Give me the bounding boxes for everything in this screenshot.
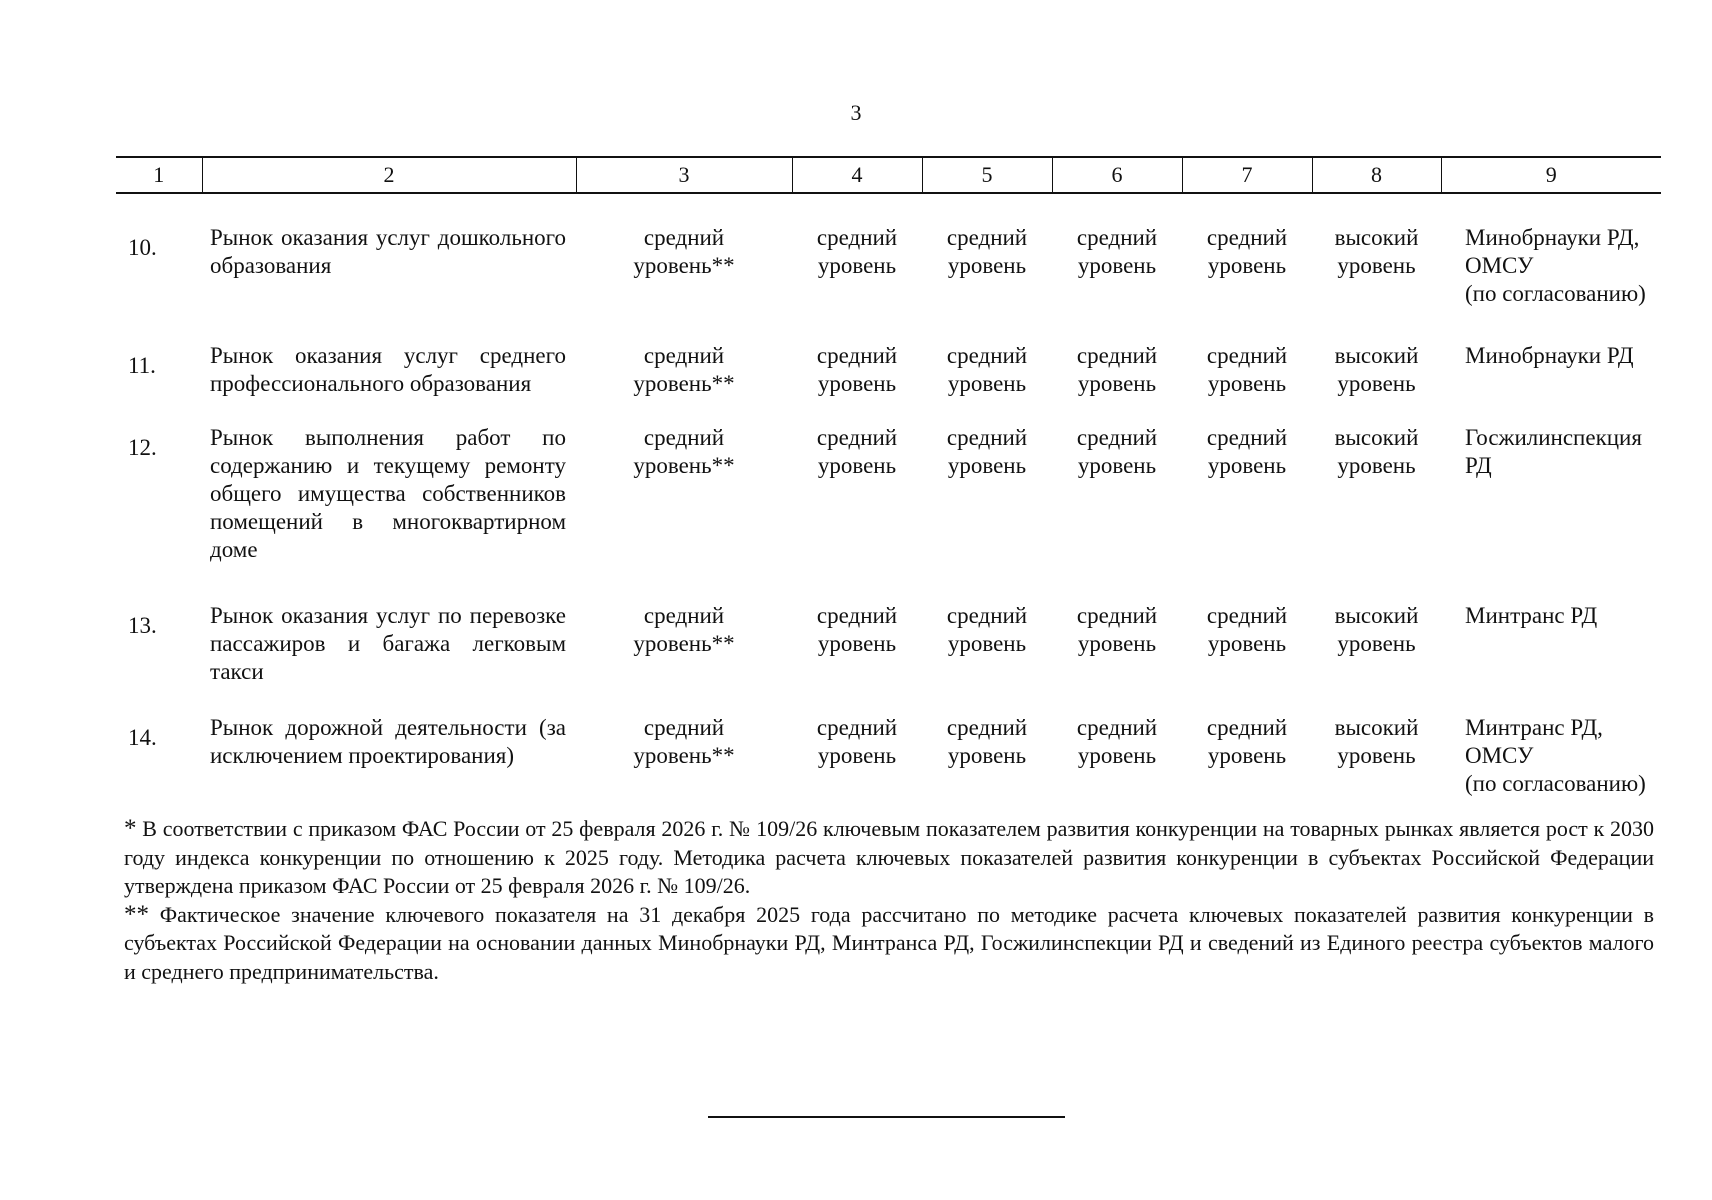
row-number: 10. xyxy=(128,235,157,260)
footnote-text: Фактическое значение ключевого показателя на 31 декабря 2025 года рассчитано по методике расчета ключевых показателей развития конкуренции в субъектах Российской Федерации на основании данных Минобрнауки РД, Минтранса РД, Госжилинспекции РД и сведений из Единого реестра субъектов малого и среднего предпринимательства. xyxy=(124,901,1655,984)
level-cell: средний уровень xyxy=(1206,343,1288,396)
level-cell: высокий уровень xyxy=(1334,343,1419,396)
level-cell: высокий уровень xyxy=(1334,225,1419,278)
table-row xyxy=(116,224,1661,342)
row-number: 14. xyxy=(128,725,157,750)
table-row xyxy=(116,424,1661,602)
level-cell: средний уровень** xyxy=(633,603,735,656)
footnote-mark: ** xyxy=(124,900,149,928)
level-cell: высокий уровень xyxy=(1334,715,1419,768)
level-cell: высокий уровень xyxy=(1334,425,1419,478)
footnote xyxy=(124,901,1654,987)
level-cell: средний уровень** xyxy=(633,343,735,396)
footnotes xyxy=(124,815,1654,986)
level-cell: средний уровень xyxy=(1206,425,1288,478)
footnote-text: В соответствии с приказом ФАС России от 25 февраля 2026 г. № 109/26 ключевым показателем развития конкуренции на товарных рынках является рост к 2030 году индекса конкуренции по отношению к 2025 году. Методика расчета ключевых показателей развития конкуренции в субъектах Российской Федерации утверждена приказом ФАС России от 25 февраля 2026 г. № 109/26. xyxy=(124,816,1655,898)
level-cell: средний уровень xyxy=(1076,343,1158,396)
column-header-4: 4 xyxy=(792,157,922,193)
column-header-5: 5 xyxy=(922,157,1052,193)
level-cell: средний уровень xyxy=(1076,603,1158,656)
level-cell: высокий уровень xyxy=(1334,603,1419,656)
level-cell: средний уровень xyxy=(816,343,898,396)
level-cell: средний уровень xyxy=(946,425,1028,478)
responsible-body: Минобрнауки РД xyxy=(1465,343,1634,368)
competition-indicators-table xyxy=(116,156,1661,798)
column-header-2: 2 xyxy=(202,157,576,193)
column-header-6: 6 xyxy=(1052,157,1182,193)
column-header-9: 9 xyxy=(1441,157,1661,193)
row-number: 12. xyxy=(128,435,157,460)
market-name: Рынок оказания услуг по перевозке пассажиров и багажа легковым такси xyxy=(210,603,566,684)
column-header-1: 1 xyxy=(116,157,202,193)
column-header-8: 8 xyxy=(1312,157,1441,193)
level-cell: средний уровень** xyxy=(633,225,735,278)
market-name: Рынок дорожной деятельности (за исключением проектирования) xyxy=(210,715,566,768)
level-cell: средний уровень xyxy=(1206,603,1288,656)
level-cell: средний уровень** xyxy=(633,715,735,768)
column-header-3: 3 xyxy=(576,157,792,193)
row-number: 11. xyxy=(128,353,156,378)
level-cell: средний уровень xyxy=(1076,425,1158,478)
level-cell: средний уровень xyxy=(816,425,898,478)
end-of-document-line xyxy=(708,1116,1065,1118)
level-cell: средний уровень xyxy=(946,715,1028,768)
table-row xyxy=(116,342,1661,424)
table-row xyxy=(116,714,1661,798)
level-cell: средний уровень xyxy=(816,603,898,656)
market-name: Рынок оказания услуг дошкольного образования xyxy=(210,225,566,278)
responsible-body: Минтранс РД xyxy=(1465,603,1598,628)
row-number: 13. xyxy=(128,613,157,638)
level-cell: средний уровень xyxy=(816,225,898,278)
market-name: Рынок выполнения работ по содержанию и текущему ремонту общего имущества собственников помещений в многоквартирном доме xyxy=(210,425,566,562)
level-cell: средний уровень xyxy=(1206,225,1288,278)
footnote xyxy=(124,815,1654,901)
level-cell: средний уровень xyxy=(946,343,1028,396)
column-header-7: 7 xyxy=(1182,157,1312,193)
level-cell: средний уровень xyxy=(1076,225,1158,278)
level-cell: средний уровень xyxy=(816,715,898,768)
page-number: 3 xyxy=(850,100,862,125)
level-cell: средний уровень xyxy=(1206,715,1288,768)
footnote-mark: * xyxy=(124,815,137,842)
table-row xyxy=(116,602,1661,714)
column-number-header-row xyxy=(116,157,1661,193)
level-cell: средний уровень xyxy=(1076,715,1158,768)
level-cell: средний уровень xyxy=(946,225,1028,278)
level-cell: средний уровень xyxy=(946,603,1028,656)
responsible-body: Госжилинспекция РД xyxy=(1465,425,1642,478)
responsible-body: Минобрнауки РД, ОМСУ (по согласованию) xyxy=(1465,225,1646,306)
market-name: Рынок оказания услуг среднего профессионального образования xyxy=(210,343,566,396)
level-cell: средний уровень** xyxy=(633,425,735,478)
responsible-body: Минтранс РД, ОМСУ (по согласованию) xyxy=(1465,715,1646,796)
